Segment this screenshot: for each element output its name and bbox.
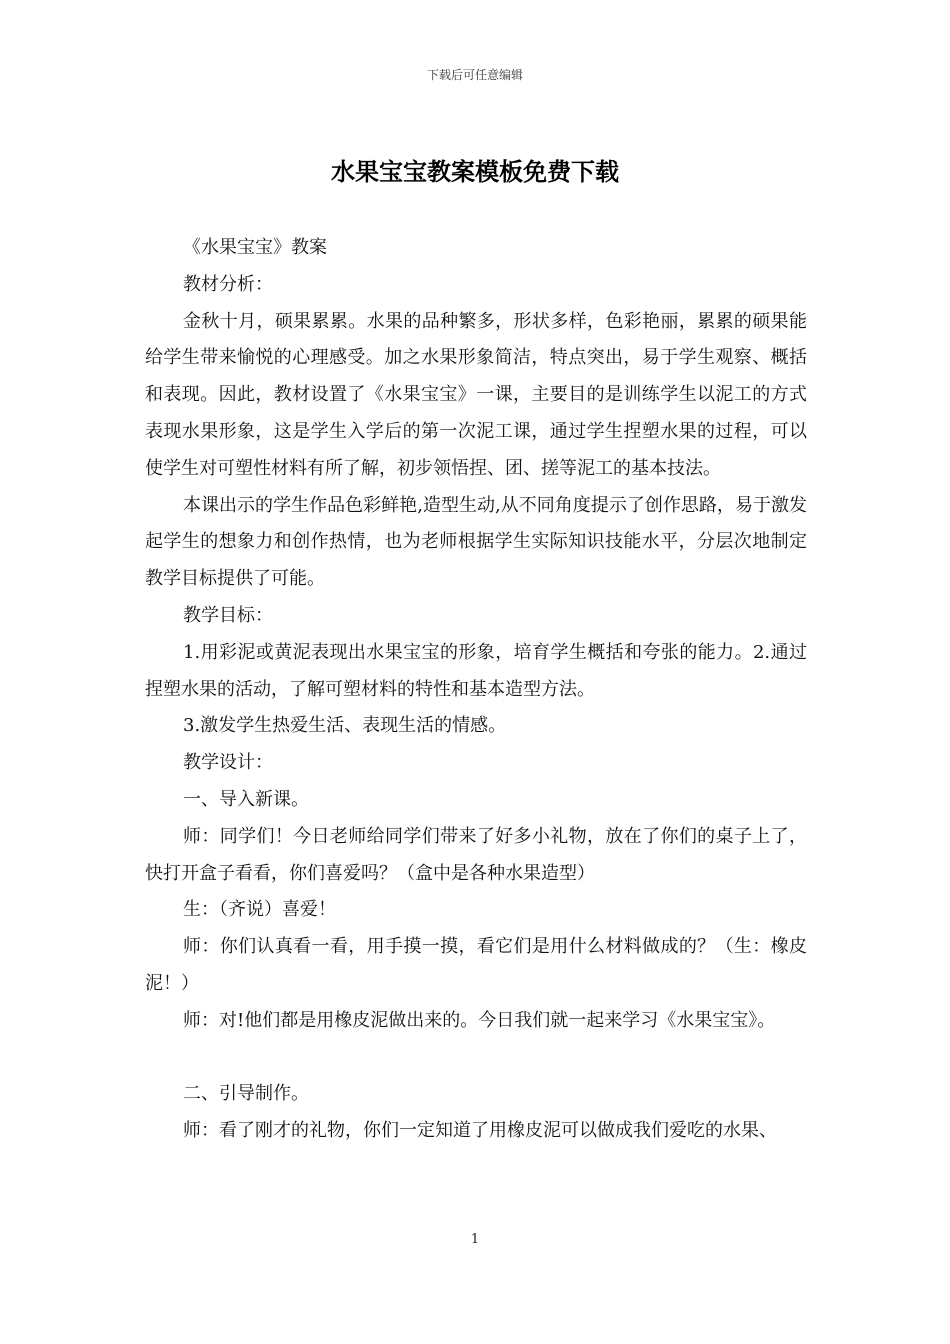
paragraph-design-heading: 教学设计： [183,752,273,774]
paragraph-student-works: 本课出示的学生作品色彩鲜艳,造型生动,从不同角度提示了创作思路，易于激发起学生的想象力和创作热情，也为老师根据学生实际知识技能水平，分层次地制定教学目标提供了可能。 [145,494,807,590]
paragraph-objective-3: 3.激发学生热爱生活、表现生活的情感。 [183,715,507,737]
document-title: 水果宝宝教案模板免费下载 [331,158,619,186]
paragraph-objectives-heading: 教学目标： [183,604,273,626]
paragraph-material-analysis-heading: 教材分析： [183,273,273,295]
paragraph-section-2-heading: 二、引导制作。 [183,1083,309,1105]
paragraph-section-1-heading: 一、导入新课。 [183,788,309,810]
paragraph-teacher-intro: 师：同学们！今日老师给同学们带来了好多小礼物，放在了你们的桌子上了，快打开盒子看看，你们喜爱吗？（盒中是各种水果造型） [145,825,807,884]
document-body [145,230,807,1150]
paragraph-teacher-question: 师：你们认真看一看，用手摸一摸，看它们是用什么材料做成的？（生：橡皮泥！） [145,936,807,994]
page-number: 1 [470,1232,480,1247]
page-header: 下载后可任意编辑 [426,68,523,82]
paragraph-lesson-name: 《水果宝宝》教案 [183,237,327,258]
paragraph-student-reply: 生：（齐说）喜爱！ [183,899,336,921]
paragraph-objectives-1-2: 1.用彩泥或黄泥表现出水果宝宝的形象，培育学生概括和夸张的能力。2.通过捏塑水果的活动，了解可塑材料的特性和基本造型方法。 [145,641,807,700]
paragraph-spacer [145,1040,807,1077]
paragraph-material-analysis: 金秋十月，硕果累累。水果的品种繁多，形状多样，色彩艳丽，累累的硕果能给学生带来愉悦的心理感受。加之水果形象简洁，特点突出，易于学生观察、概括和表现。因此，教材设置了《水果宝宝》一课，主要目的是训练学生以泥工的方式表现水果形象，这是学生入学后的第一次泥工课，通过学生捏塑水果的过程，可以使学生对可塑性材料有所了解，初步领悟捏、团、搓等泥工的基本技法。 [145,310,807,479]
paragraph-teacher-guide: 师：看了刚才的礼物，你们一定知道了用橡皮泥可以做成我们爱吃的水果、 [183,1120,777,1142]
paragraph-teacher-confirm: 师：对!他们都是用橡皮泥做出来的。今日我们就一起来学习《水果宝宝》。 [183,1009,776,1031]
